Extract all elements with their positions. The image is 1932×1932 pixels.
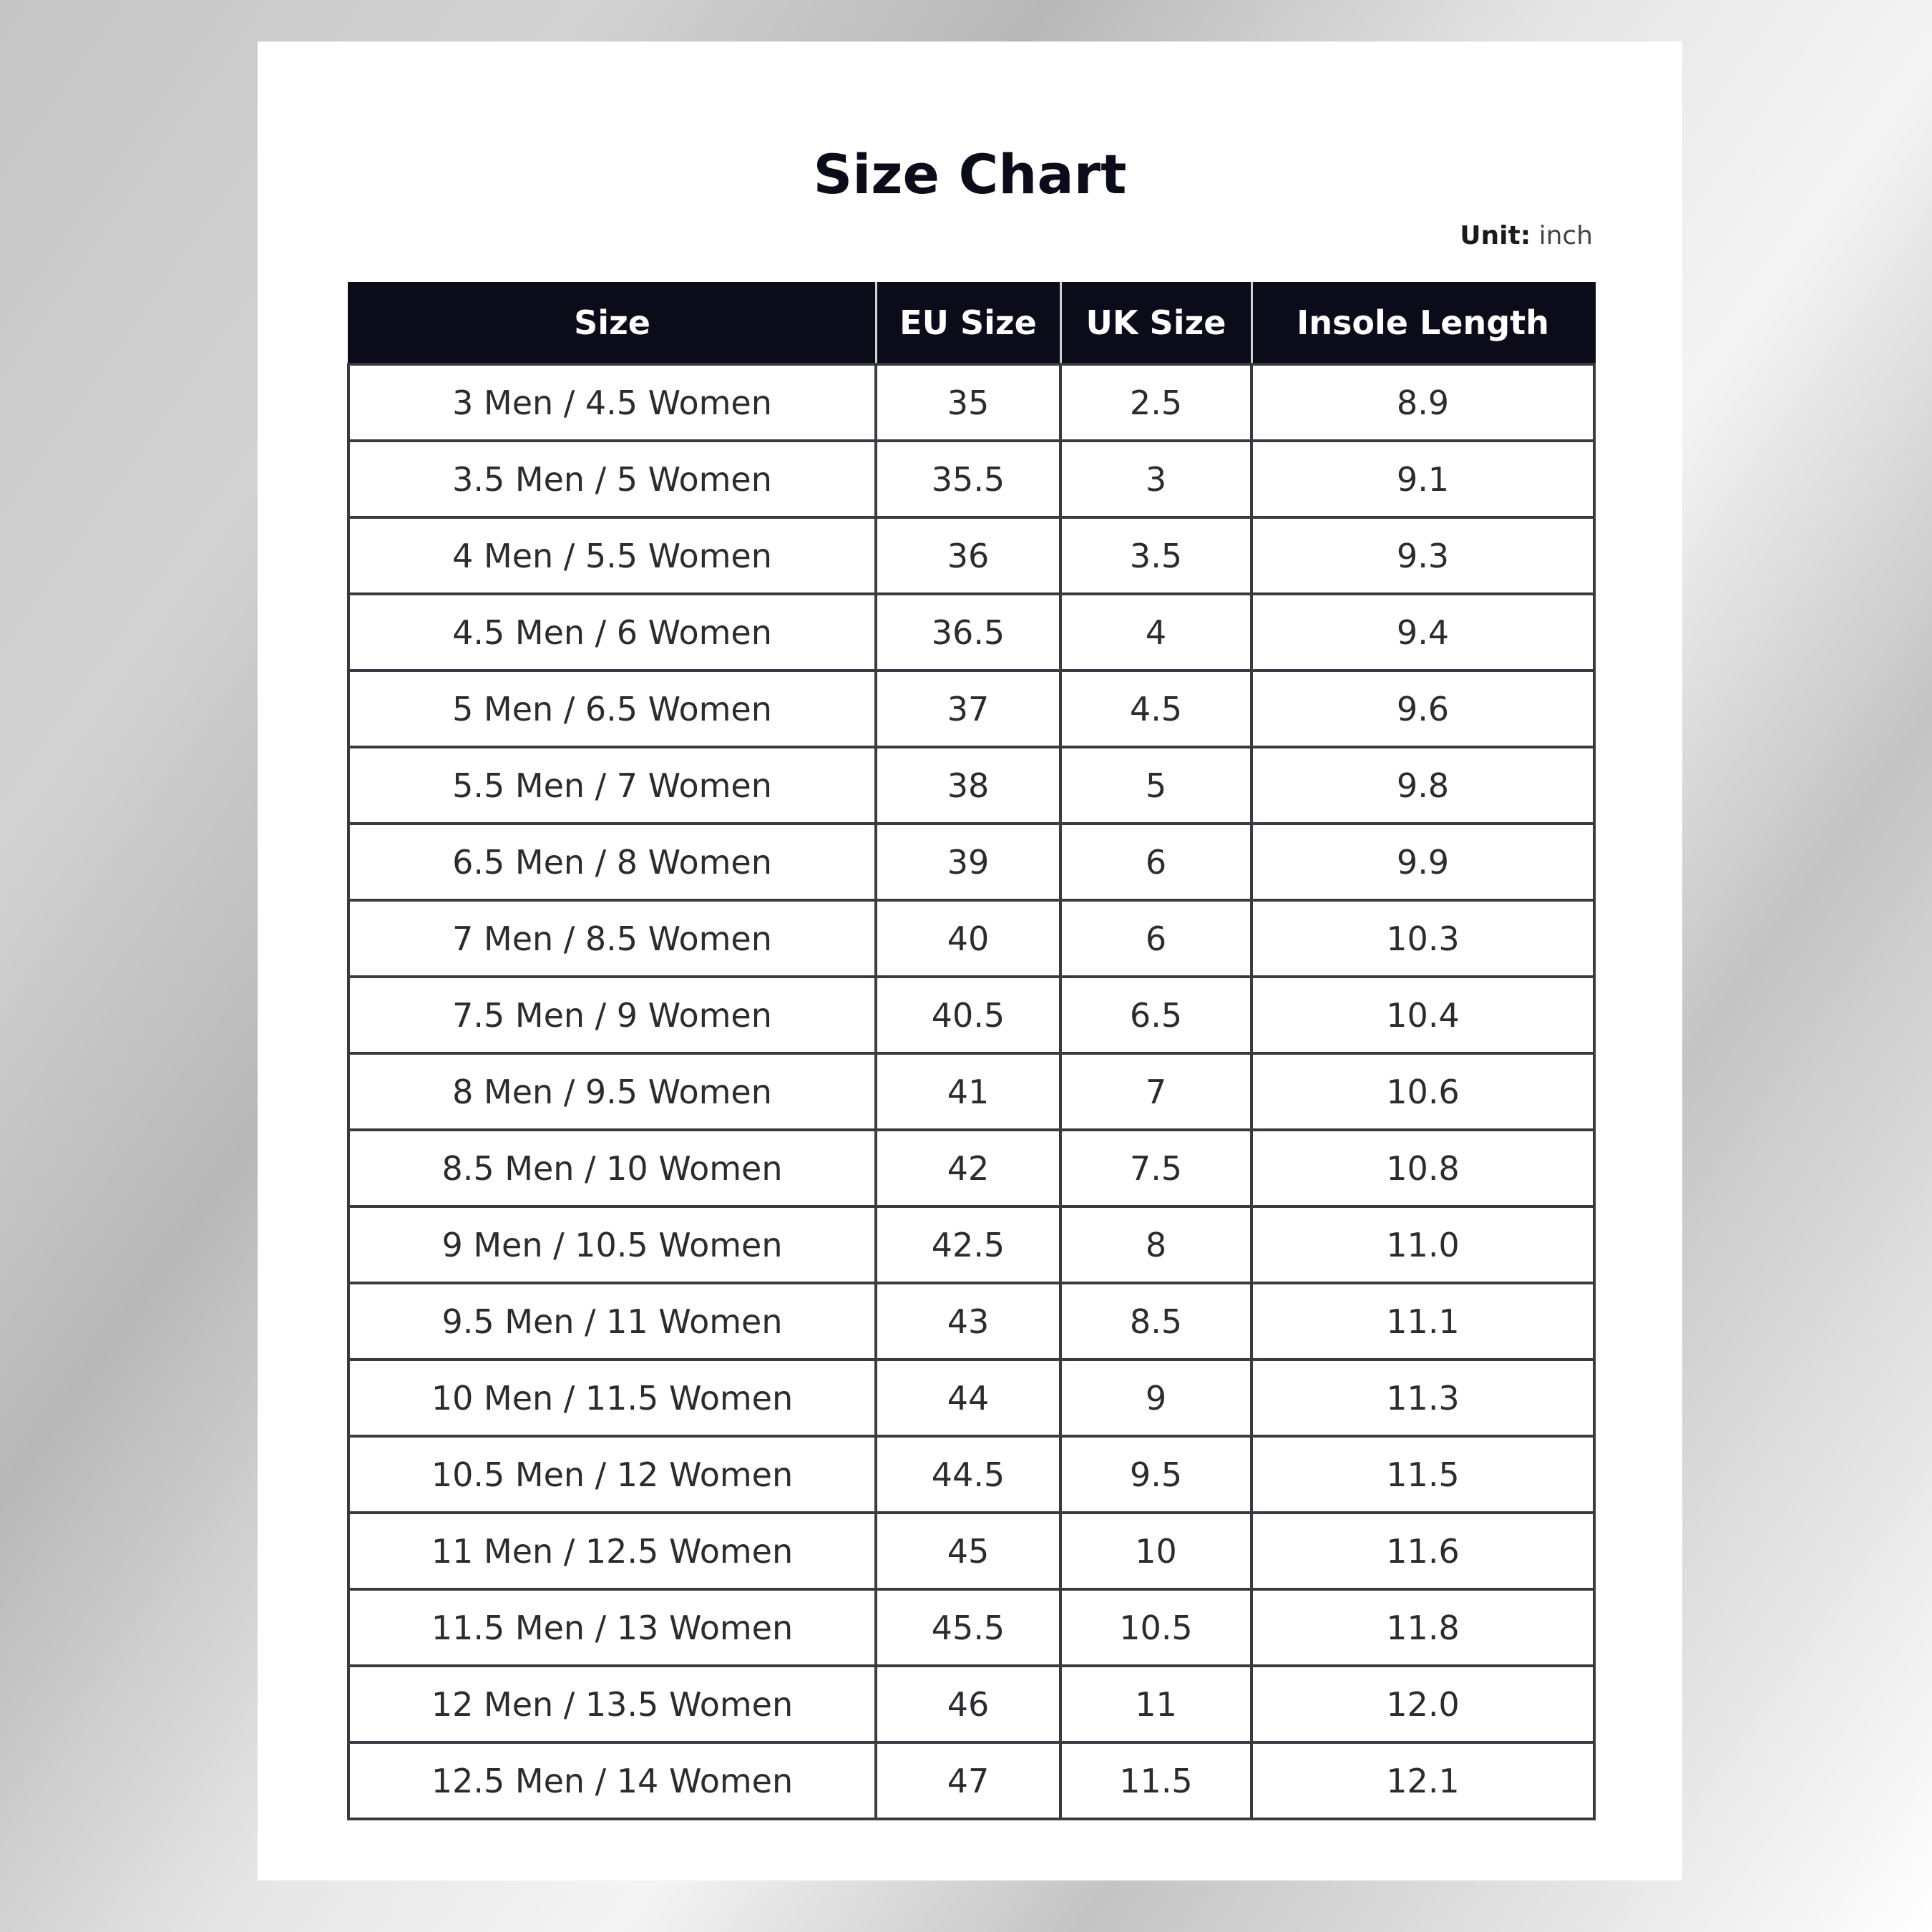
insole-length-cell: 9.9: [1252, 824, 1594, 900]
uk-size-cell: 5: [1060, 747, 1252, 824]
eu-size-cell: 39: [876, 824, 1060, 900]
uk-size-cell: 3: [1060, 441, 1252, 517]
table-row: [348, 670, 1594, 747]
column-header-size: Size: [348, 282, 876, 364]
eu-size-cell: 35.5: [876, 441, 1060, 517]
page-title: Size Chart: [813, 142, 1127, 206]
insole-length-cell: 11.5: [1252, 1436, 1594, 1513]
size-cell: 12 Men / 13.5 Women: [348, 1666, 876, 1742]
table-row: [348, 1436, 1594, 1513]
insole-length-cell: 8.9: [1252, 364, 1594, 441]
eu-size-cell: 36: [876, 517, 1060, 594]
insole-length-cell: 11.0: [1252, 1206, 1594, 1283]
uk-size-cell: 3.5: [1060, 517, 1252, 594]
uk-size-cell: 6: [1060, 900, 1252, 977]
uk-size-cell: 7: [1060, 1053, 1252, 1130]
insole-length-cell: 12.1: [1252, 1742, 1594, 1819]
eu-size-cell: 38: [876, 747, 1060, 824]
uk-size-cell: 8.5: [1060, 1283, 1252, 1360]
size-cell: 4.5 Men / 6 Women: [348, 594, 876, 670]
size-cell: 10 Men / 11.5 Women: [348, 1360, 876, 1436]
size-cell: 11.5 Men / 13 Women: [348, 1589, 876, 1666]
size-cell: 8.5 Men / 10 Women: [348, 1130, 876, 1206]
table-row: [348, 594, 1594, 670]
eu-size-cell: 44.5: [876, 1436, 1060, 1513]
table-body: [348, 364, 1594, 1819]
insole-length-cell: 11.6: [1252, 1513, 1594, 1589]
uk-size-cell: 7.5: [1060, 1130, 1252, 1206]
eu-size-cell: 46: [876, 1666, 1060, 1742]
eu-size-cell: 40.5: [876, 977, 1060, 1053]
table-row: [348, 1283, 1594, 1360]
column-header-insole-length: Insole Length: [1252, 282, 1594, 364]
table-row: [348, 1360, 1594, 1436]
insole-length-cell: 12.0: [1252, 1666, 1594, 1742]
uk-size-cell: 4: [1060, 594, 1252, 670]
eu-size-cell: 47: [876, 1742, 1060, 1819]
table-row: [348, 1206, 1594, 1283]
size-chart-page: [258, 42, 1682, 1880]
eu-size-cell: 44: [876, 1360, 1060, 1436]
eu-size-cell: 37: [876, 670, 1060, 747]
eu-size-cell: 41: [876, 1053, 1060, 1130]
table-row: [348, 747, 1594, 824]
insole-length-cell: 10.3: [1252, 900, 1594, 977]
eu-size-cell: 45: [876, 1513, 1060, 1589]
size-cell: 6.5 Men / 8 Women: [348, 824, 876, 900]
insole-length-cell: 9.3: [1252, 517, 1594, 594]
insole-length-cell: 10.6: [1252, 1053, 1594, 1130]
column-header-uk-size: UK Size: [1060, 282, 1252, 364]
insole-length-cell: 10.4: [1252, 977, 1594, 1053]
insole-length-cell: 9.1: [1252, 441, 1594, 517]
eu-size-cell: 43: [876, 1283, 1060, 1360]
unit-value: inch: [1538, 221, 1593, 250]
size-cell: 7 Men / 8.5 Women: [348, 900, 876, 977]
table-row: [348, 900, 1594, 977]
size-cell: 9.5 Men / 11 Women: [348, 1283, 876, 1360]
insole-length-cell: 11.8: [1252, 1589, 1594, 1666]
insole-length-cell: 9.6: [1252, 670, 1594, 747]
uk-size-cell: 10.5: [1060, 1589, 1252, 1666]
uk-size-cell: 9: [1060, 1360, 1252, 1436]
table-row: [348, 517, 1594, 594]
size-cell: 4 Men / 5.5 Women: [348, 517, 876, 594]
size-cell: 5 Men / 6.5 Women: [348, 670, 876, 747]
column-header-eu-size: EU Size: [876, 282, 1060, 364]
uk-size-cell: 2.5: [1060, 364, 1252, 441]
size-cell: 3.5 Men / 5 Women: [348, 441, 876, 517]
size-table: [347, 282, 1596, 1820]
table-row: [348, 1053, 1594, 1130]
eu-size-cell: 42.5: [876, 1206, 1060, 1283]
size-cell: 5.5 Men / 7 Women: [348, 747, 876, 824]
insole-length-cell: 10.8: [1252, 1130, 1594, 1206]
insole-length-cell: 9.8: [1252, 747, 1594, 824]
table-row: [348, 1742, 1594, 1819]
size-cell: 3 Men / 4.5 Women: [348, 364, 876, 441]
unit-label: Unit:: [1460, 221, 1531, 250]
table-row: [348, 1589, 1594, 1666]
insole-length-cell: 9.4: [1252, 594, 1594, 670]
eu-size-cell: 45.5: [876, 1589, 1060, 1666]
size-cell: 11 Men / 12.5 Women: [348, 1513, 876, 1589]
eu-size-cell: 36.5: [876, 594, 1060, 670]
unit-note: [1460, 220, 1593, 252]
insole-length-cell: 11.3: [1252, 1360, 1594, 1436]
size-cell: 12.5 Men / 14 Women: [348, 1742, 876, 1819]
uk-size-cell: 11: [1060, 1666, 1252, 1742]
eu-size-cell: 40: [876, 900, 1060, 977]
table-row: [348, 364, 1594, 441]
table-row: [348, 441, 1594, 517]
insole-length-cell: 11.1: [1252, 1283, 1594, 1360]
size-cell: 7.5 Men / 9 Women: [348, 977, 876, 1053]
table-row: [348, 824, 1594, 900]
size-cell: 10.5 Men / 12 Women: [348, 1436, 876, 1513]
uk-size-cell: 8: [1060, 1206, 1252, 1283]
table-row: [348, 977, 1594, 1053]
uk-size-cell: 6.5: [1060, 977, 1252, 1053]
eu-size-cell: 42: [876, 1130, 1060, 1206]
table-row: [348, 1666, 1594, 1742]
uk-size-cell: 11.5: [1060, 1742, 1252, 1819]
uk-size-cell: 10: [1060, 1513, 1252, 1589]
size-cell: 8 Men / 9.5 Women: [348, 1053, 876, 1130]
eu-size-cell: 35: [876, 364, 1060, 441]
header-row: [348, 282, 1594, 364]
table-header: [348, 282, 1594, 364]
uk-size-cell: 6: [1060, 824, 1252, 900]
table-row: [348, 1130, 1594, 1206]
uk-size-cell: 4.5: [1060, 670, 1252, 747]
table-row: [348, 1513, 1594, 1589]
size-cell: 9 Men / 10.5 Women: [348, 1206, 876, 1283]
uk-size-cell: 9.5: [1060, 1436, 1252, 1513]
